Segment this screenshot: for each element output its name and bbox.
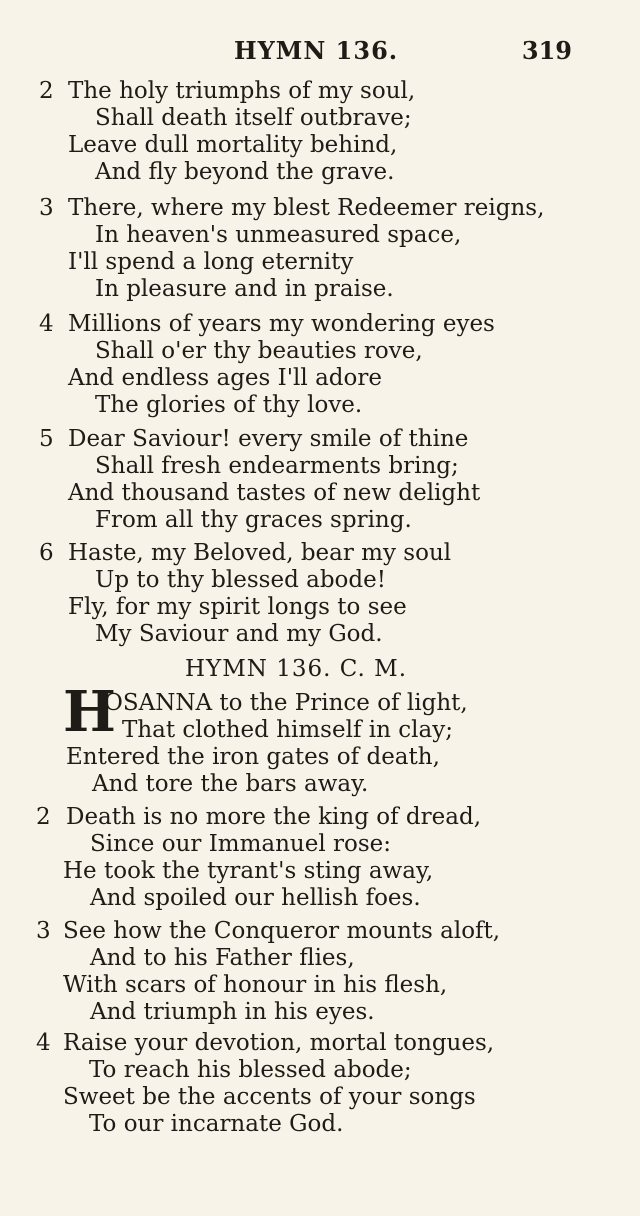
verse-line: The holy triumphs of my soul, xyxy=(68,78,416,104)
verse-line: Shall fresh endearments bring; xyxy=(95,453,459,479)
verse-line: The glories of thy love. xyxy=(95,392,363,418)
page-number: 319 xyxy=(521,36,572,65)
verse-line: From all thy graces spring. xyxy=(95,507,412,533)
verse-line: To our incarnate God. xyxy=(89,1111,344,1137)
verse-number: 2 xyxy=(36,804,51,830)
verse-line: My Saviour and my God. xyxy=(95,621,383,647)
verse-line: Death is no more the king of dread, xyxy=(66,804,482,830)
verse-line: Dear Saviour! every smile of thine xyxy=(68,426,469,452)
verse-line: In heaven's unmeasured space, xyxy=(95,222,462,248)
verse-line: Sweet be the accents of your songs xyxy=(63,1084,476,1110)
verse-number: 4 xyxy=(39,311,54,337)
verse-line: That clothed himself in clay; xyxy=(122,717,453,743)
verse-line: Millions of years my wondering eyes xyxy=(68,311,495,337)
verse-line: Leave dull mortality behind, xyxy=(68,132,398,158)
verse-line: Entered the iron gates of death, xyxy=(66,744,440,770)
verse-line: I'll spend a long eternity xyxy=(68,249,354,275)
verse-number: 6 xyxy=(39,540,54,566)
drop-cap: H xyxy=(63,679,116,745)
verse-line: There, where my blest Redeemer reigns, xyxy=(68,195,545,221)
running-header xyxy=(0,36,640,70)
verse-line: Shall o'er thy beauties rove, xyxy=(95,338,423,364)
running-title: HYMN 136. xyxy=(234,36,399,65)
verse-line: Shall death itself outbrave; xyxy=(95,105,412,131)
verse-number: 4 xyxy=(36,1030,51,1056)
verse-line: He took the tyrant's sting away, xyxy=(63,858,434,884)
verse-line: And spoiled our hellish foes. xyxy=(90,885,421,911)
verse-line: And fly beyond the grave. xyxy=(95,159,395,185)
verse-line: To reach his blessed abode; xyxy=(89,1057,412,1083)
verse-line: OSANNA to the Prince of light, xyxy=(104,690,468,716)
verse-line: And endless ages I'll adore xyxy=(68,365,382,391)
verse-line: Up to thy blessed abode! xyxy=(95,567,386,593)
verse-line: And tore the bars away. xyxy=(92,771,369,797)
verse-line: And to his Father flies, xyxy=(90,945,355,971)
hymn-heading: HYMN 136. C. M. xyxy=(185,656,408,682)
verse-line: See how the Conqueror mounts aloft, xyxy=(63,918,501,944)
verse-line: And triumph in his eyes. xyxy=(90,999,375,1025)
verse-line: With scars of honour in his flesh, xyxy=(63,972,448,998)
verse-number: 3 xyxy=(36,918,51,944)
verse-line: In pleasure and in praise. xyxy=(95,276,394,302)
verse-number: 5 xyxy=(39,426,54,452)
verse-number: 3 xyxy=(39,195,54,221)
verse-line: Fly, for my spirit longs to see xyxy=(68,594,407,620)
verse-line: And thousand tastes of new delight xyxy=(68,480,481,506)
verse-line: Since our Immanuel rose: xyxy=(90,831,392,857)
verse-line: Raise your devotion, mortal tongues, xyxy=(63,1030,495,1056)
verse-number: 2 xyxy=(39,78,54,104)
verse-line: Haste, my Beloved, bear my soul xyxy=(68,540,452,566)
